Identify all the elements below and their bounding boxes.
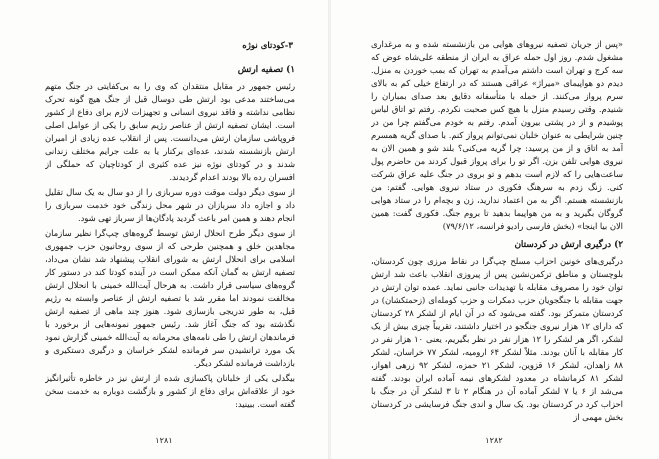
left-page-number: ۱۲۸۱ <box>155 435 173 445</box>
right-paragraph-2: درگیری‌های خونین احزاب مسلح چپ‌گرا در نقاط مرزی چون کردستان، بلوچستان و مناطق ترکمن‌نشین پس از پیروزی انقلاب باعث شد ارتش توان خود را مصروف مقابله با تهدیدات جانبی نماید. عمده توان ارتش در جهت مقابله با جنگجویان حزب دمکرات و حزب کومله‌ای (زحمتکشان) در کردستان متمرکز بود. گفته می‌شود که در آن ایام از لشکر ۲۸ کردستان که دارای ۱۲ هزار نیروی جنگجو در اختیار داشتند، تقریباً چیزی بیش از یک لشکر، اگر هر لشکر را ۱۲ هزار نفر در نظر بگیریم، یعنی ۱۰ هزار نفر در کار مقابله با آنان بودند. مثلاً لشکر ۶۴ ارومیه، لشکر ۷۷ خراسان، لشکر ۸۸ زاهدان، لشکر ۱۶ قزوین، لشکر ۲۱ حمزه، لشکر ۹۲ زرهی اهواز، لشکر ۸۱ کرمانشاه در معدود لشکرهای نیمه آماده ایران بودند. گفته می‌شد از ۶ یا ۷ لشکر آماده آن در هنگام ۲ تا ۳ لشکر آن در جنگ با احزاب کرد در کردستان بود. یک سال و اندی جنگ فرسایشی در کردستان بخش مهمی از <box>371 256 623 422</box>
right-paragraph-1: «پس از جریان تصفیه نیروهای هوایی من بازنشسته شده و به مرغداری مشغول شدم. روز اول حمله عراق به ایران از منطقه علی‌شاه عوض که سه کرج و تهران است داشتم می‌آمدم به تهران که بمب خوردن به منزل. دیدم دو هواپیمای «میراژ» عراقی هستند که در ارتفاع خیلی کم به بالای سرم پرواز می‌کنند. از حمله با متأسفانه دقایق بعد صدای بمباران را شنیدم. وقتی رسیدم منزل با هیچ کس صحبت نکردم. رفتم تو اتاق لباس پوشیدم و از در پشتی بیرون آمدم. رفتم به خودم می‌گفتم چرا من در چنین شرایطی به عنوان خلبان نمی‌توانم پرواز کنم. با صدای گریه همسرم آمد به اتاق و از من پرسید: چرا گریه می‌کنی؟ بلند شو و همین الان به نیروی هوایی تلفن بزن. اگر تو را برای پرواز قبول کردند من حاضرم پول ساعت‌هایی را که لازم است بدهم و تو بروی در جنگ علیه عراق شرکت کنی. زنگ زدم به سرهنگ فکوری در ستاد نیروی هوایی. گفتم: من بازنشسته هستم. اگر به من اعتماد ندارید، زن و بچه‌ام را در ستاد هوایی گروگان بگیرید و به من هواپیما بدهید تا بروم جنگ. فکوری گفت: همین الان بیا اینجا» (بخش فارسی رادیو فرانسه، ۷۹/۶/۱۲) <box>371 39 623 231</box>
right-page <box>330 0 659 459</box>
left-paragraph-1: رئیس جمهور در مقابل منتقدان که وی را به بی‌کفایتی در جنگ متهم می‌ساختند مدعی بود ارتش طی دوسال قبل از جنگ هیچ گونه تحرک نظامی نداشته و فاقد نیروی انسانی و تجهیزات لازم برای دفاع از کشور است. ایشان تصفیه ارتش از عناصر رژیم سابق را یکی از عوامل اصلی فروپاشی سازمان ارتش می‌دانست. پس از انقلاب عده زیادی از امیران ارتش بازنشسته شدند، عده‌ای برکنار یا به علت جرایم مختلف زندانی شدند و در کودتای نوژه نیز عده کثیری از کودتاچیان که حملگی از افسران رده بالا بودند اعدام گردیدند. <box>45 81 295 182</box>
right-page-text <box>371 38 623 430</box>
section-heading-army-purge: ۱) تصفیه ارتش <box>237 65 295 75</box>
left-page-text <box>45 58 295 430</box>
section-heading-kurdistan: ۲) درگیری ارتش در کردستان <box>514 240 623 250</box>
running-head: ۳-کودتای نوژه <box>242 41 293 51</box>
left-paragraph-2: از سوی دیگر دولت موقت دوره سربازی را از دو سال به یک سال تقلیل داد و اجازه داد سربازان در شهر محل زندگی خود خدمت سربازی را انجام دهند و همین امر باعث گردید پادگان‌ها از سرباز تهی شود. <box>45 187 295 223</box>
right-page-number: ۱۲۸۲ <box>485 435 503 445</box>
left-paragraph-4: بیگدلی یکی از خلبانان پاکسازی شده از ارتش نیز در خاطره تأثیرانگیز خود از علاقه‌اش برای دفاع از کشور و بازگشت دوباره به خدمت سخن گفته است. ببینید: <box>45 373 295 409</box>
left-paragraph-3: از سوی دیگر طرح انحلال ارتش توسط گروه‌های چپ‌گرا نظیر سازمان مجاهدین خلق و همچنین طرحی که از سوی روحانیون حزب جمهوری اسلامی برای انحلال ارتش به شورای انقلاب پیشنهاد شد نشان می‌داد، تصفیه ارتش به گمان آنکه ممکن است در آینده کودتا کند در دستور کار گروه‌های سیاسی قرار داشت. به هرحال آیت‌الله خمینی با انحلال ارتش مخالفت نمودند اما مقرر شد با تصفیه ارتش از عناصر وابسته به رژیم قبل، به طور تدریجی بازسازی شود. هنوز چند ماهی از تصفیه ارتش نگذشته بود که جنگ آغاز شد. رئیس جمهور نمونه‌هایی از برخورد با فرماندهان ارتش را طی نامه‌های محرمانه به آیت‌الله خمینی گزارش نمود یک مورد ترانشیدن سر فرمانده لشکر خراسان و درگیری دستکیری و بازداشت فرمانده لشکر دیگر. <box>45 228 295 368</box>
left-page <box>0 0 329 459</box>
